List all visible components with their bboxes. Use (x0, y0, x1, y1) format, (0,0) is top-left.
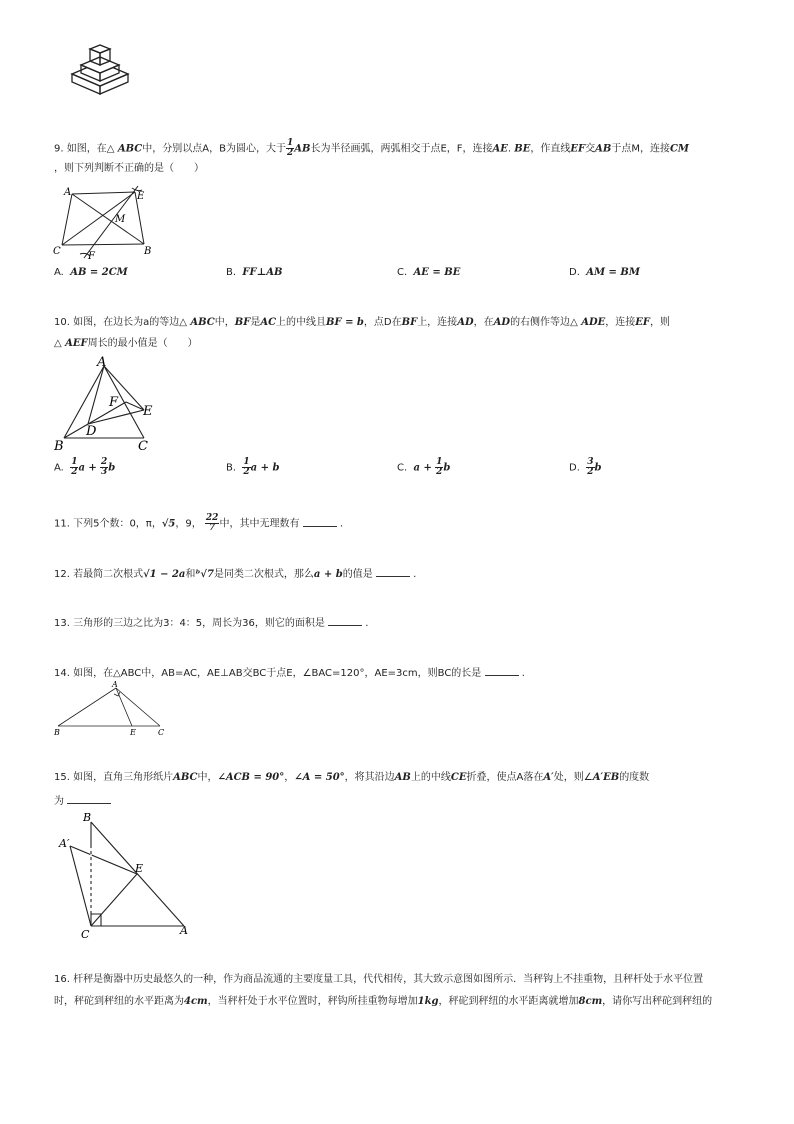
q10-option-a[interactable] (54, 458, 115, 477)
q14-label-b: B (54, 728, 60, 737)
option-expr: a + (413, 462, 432, 474)
q13-stem (54, 615, 368, 631)
option-expr: FF⊥AB (242, 267, 283, 278)
q15-text: 处，则∠ (553, 772, 593, 783)
q12-text: 是同类二次根式，那么 (213, 569, 314, 580)
frac-den: 2 (71, 467, 78, 477)
q15-label-a-prime: A′ (59, 837, 70, 850)
option-letter: B. (226, 462, 237, 474)
frac-den: 2 (243, 467, 250, 477)
q16-math: 1kg (417, 996, 439, 1007)
q9-label-b: B (144, 246, 152, 257)
q15-text: 的度数 (619, 772, 650, 783)
q10-math: △ ADE (570, 317, 606, 328)
option-letter: D. (569, 462, 580, 474)
option-expr: AM = BM (586, 267, 640, 278)
option-letter: D. (569, 267, 580, 278)
q11-text: ，9， (175, 518, 202, 530)
q9-option-a[interactable] (54, 266, 128, 280)
stacked-cubes-figure (66, 40, 136, 102)
q15-math: ∠ACB = 90° (217, 772, 285, 783)
frac-num: 3 (587, 457, 594, 467)
q9-triangle-abc: △ ABC (106, 143, 143, 155)
q9-ab: AB (294, 143, 311, 155)
q10-math: BF = b (326, 317, 364, 328)
q10-text: ，点D在 (363, 317, 402, 328)
q15-text: 为 (54, 796, 64, 807)
option-expr: a + b (250, 462, 280, 474)
q12-stem (54, 566, 416, 582)
option-expr: AB = 2CM (70, 267, 128, 278)
q9-fraction-half (286, 139, 294, 158)
q9-text: 长为半径画弧，两弧相交于点E，F，连接 (310, 143, 493, 155)
q14-label-c: C (158, 728, 165, 737)
q16-math: 4cm (184, 996, 208, 1007)
q9-text: 交 (585, 143, 596, 155)
q9-cm: CM (669, 143, 689, 155)
q10-option-d[interactable] (569, 458, 602, 477)
q9-stem-line1 (54, 139, 689, 158)
q10-option-b[interactable] (226, 458, 280, 477)
q10-label-c: C (138, 439, 148, 454)
frac-den: 2 (587, 467, 594, 477)
option-expr: b (443, 462, 451, 474)
q16-stem-line2 (54, 995, 712, 1009)
q10-math: △ ABC (179, 317, 215, 328)
q12-radical-2: ᵇ√7 (195, 569, 214, 580)
option-expr: AE = BE (413, 267, 461, 278)
q12-radical-1: √1 − 2a (143, 569, 186, 580)
q16-math: 8cm (578, 996, 603, 1007)
option-frac (242, 458, 250, 477)
q10-option-c[interactable] (397, 458, 450, 477)
option-expr: b (594, 462, 602, 474)
q15-math: ∠A = 50° (294, 772, 345, 783)
q12-text: 和 (185, 569, 196, 580)
q11-text: . (339, 518, 344, 530)
q14-stem (54, 665, 525, 681)
option-letter: C. (397, 267, 408, 278)
q15-math: A′EB (592, 772, 620, 783)
q10-math: BF (401, 317, 418, 328)
q15-label-e: E (135, 862, 144, 875)
q9-ae: AE (492, 143, 508, 155)
q9-text: . (507, 143, 512, 155)
q10-stem-line2 (54, 337, 198, 351)
q15-math: A′ (543, 772, 554, 783)
option-expr: a + (78, 462, 97, 474)
q9-label-f: F (88, 251, 95, 262)
q13-text: . (365, 618, 369, 629)
q14-label-a: A (112, 680, 118, 689)
q11-text: 11. 下列5个数：0，π， (54, 518, 162, 530)
q10-text: ，在 (473, 317, 494, 328)
q14-label-e: E (130, 728, 136, 737)
q9-text: 9. 如图，在 (54, 143, 107, 155)
option-frac (586, 458, 594, 477)
q15-math: ABC (173, 772, 198, 783)
q10-text: 的右侧作等边 (510, 317, 571, 328)
q15-label-a: A (180, 924, 188, 937)
q9-label-a: A (64, 187, 72, 198)
q9-ab2: AB (595, 143, 612, 155)
q10-text: 上的中线且 (276, 317, 327, 328)
frac-den: 3 (101, 467, 108, 477)
q10-label-f: F (109, 395, 119, 410)
q9-frac-den: 2 (286, 148, 294, 158)
q15-figure (56, 808, 196, 942)
q15-text: 折叠，使点A落在 (466, 772, 544, 783)
q11-sqrt5: √5 (161, 518, 176, 530)
option-letter: A. (54, 462, 64, 474)
option-letter: C. (397, 462, 408, 474)
q11-stem (54, 514, 343, 533)
frac-num: 2 (101, 457, 108, 467)
q14-figure (52, 680, 172, 738)
q9-figure (52, 184, 162, 262)
q10-math: AD (457, 317, 474, 328)
q10-label-e: E (143, 404, 153, 419)
q15-text: 中， (197, 772, 218, 783)
q16-stem-line1: 16. 杆秤是衡器中历史最悠久的一种，作为商品流通的主要度量工具，代代相传，其大致示意图如图所示．当秤钩上不挂重物，且秤杆处于水平位置 (54, 974, 704, 985)
q11-answer-blank[interactable] (303, 516, 337, 527)
q10-text: 中， (214, 317, 235, 328)
option-letter: A. (54, 267, 64, 278)
q12-text: . (413, 569, 417, 580)
q15-stem-line1 (54, 771, 649, 785)
q9-frac-num: 1 (286, 138, 294, 148)
q10-label-a: A (97, 355, 107, 370)
q15-math: AB (394, 772, 411, 783)
q10-label-d: D (86, 424, 97, 439)
q9-text: 于点M，连接 (611, 143, 670, 155)
q10-text: ，连接 (605, 317, 636, 328)
q15-text: 上的中线 (410, 772, 451, 783)
q14-text: . (521, 668, 525, 679)
q10-text: 上，连接 (417, 317, 458, 328)
q15-stem-line2 (54, 793, 111, 809)
q10-figure (52, 354, 164, 454)
frac-den: 2 (436, 467, 443, 477)
q13-answer-blank[interactable] (328, 615, 362, 626)
q14-text: 14. 如图，在△ABC中，AB=AC，AE⊥AB交BC于点E，∠BAC=120°，AE=3cm，则BC的长是 (54, 668, 482, 679)
q9-label-m: M (115, 214, 126, 225)
frac-den: 7 (209, 523, 216, 533)
q9-text: ，作直线 (530, 143, 571, 155)
frac-num: 1 (436, 457, 443, 467)
q13-text: 13. 三角形的三边之比为3：4：5，周长为36，则它的面积是 (54, 618, 325, 629)
q9-option-c[interactable] (397, 266, 460, 280)
q10-stem-line1 (54, 316, 670, 330)
q16-text: ，请你写出秤砣到秤纽的 (602, 996, 713, 1007)
q10-math: EF (635, 317, 651, 328)
option-letter: B. (226, 267, 237, 278)
q12-text: 的值是 (342, 569, 373, 580)
q9-option-d[interactable] (569, 266, 640, 280)
q10-math: AC (260, 317, 277, 328)
q11-text: 中，其中无理数有 (219, 518, 300, 530)
q10-text: 10. 如图，在边长为a的等边 (54, 317, 180, 328)
q16-text: ，当秤杆处于水平位置时，秤钩所挂重物每增加 (207, 996, 418, 1007)
q9-be: BE (514, 143, 531, 155)
q15-label-b: B (83, 811, 92, 824)
q10-math: AD (493, 317, 511, 328)
q9-option-b[interactable] (226, 266, 282, 280)
q10-math: △ AEF (54, 338, 88, 349)
q10-text: 是 (250, 317, 261, 328)
q11-fraction (205, 514, 220, 533)
q9-ef: EF (570, 143, 586, 155)
q10-math: BF (234, 317, 251, 328)
q15-answer-blank[interactable] (67, 793, 111, 804)
q12-expr: a + b (313, 569, 343, 580)
option-expr: b (108, 462, 116, 474)
q16-text: ，秤砣到秤纽的水平距离就增加 (438, 996, 579, 1007)
frac-num: 1 (71, 457, 78, 467)
frac-num: 1 (243, 457, 250, 467)
q15-text: ，将其沿边 (344, 772, 395, 783)
q14-answer-blank[interactable] (485, 665, 519, 676)
q12-text: 12. 若最简二次根式 (54, 569, 144, 580)
q16-text: 时，秤砣到秤纽的水平距离为 (54, 996, 184, 1007)
q15-text: 15. 如图，直角三角形纸片 (54, 772, 174, 783)
q15-label-c: C (81, 928, 90, 941)
q9-label-e: E (137, 191, 145, 202)
q15-text: ， (284, 772, 295, 783)
q10-label-b: B (54, 439, 64, 454)
frac-num: 22 (205, 513, 219, 523)
q12-answer-blank[interactable] (376, 566, 410, 577)
q9-label-c: C (53, 246, 61, 257)
q10-text: ，则 (650, 317, 671, 328)
q15-math: CE (450, 772, 467, 783)
q9-text: 中，分别以点A，B为圆心，大于 (142, 143, 286, 155)
q9-stem-line2: ，则下列判断不正确的是（ ） (54, 163, 204, 174)
q10-text: 周长的最小值是（ ） (87, 338, 198, 349)
